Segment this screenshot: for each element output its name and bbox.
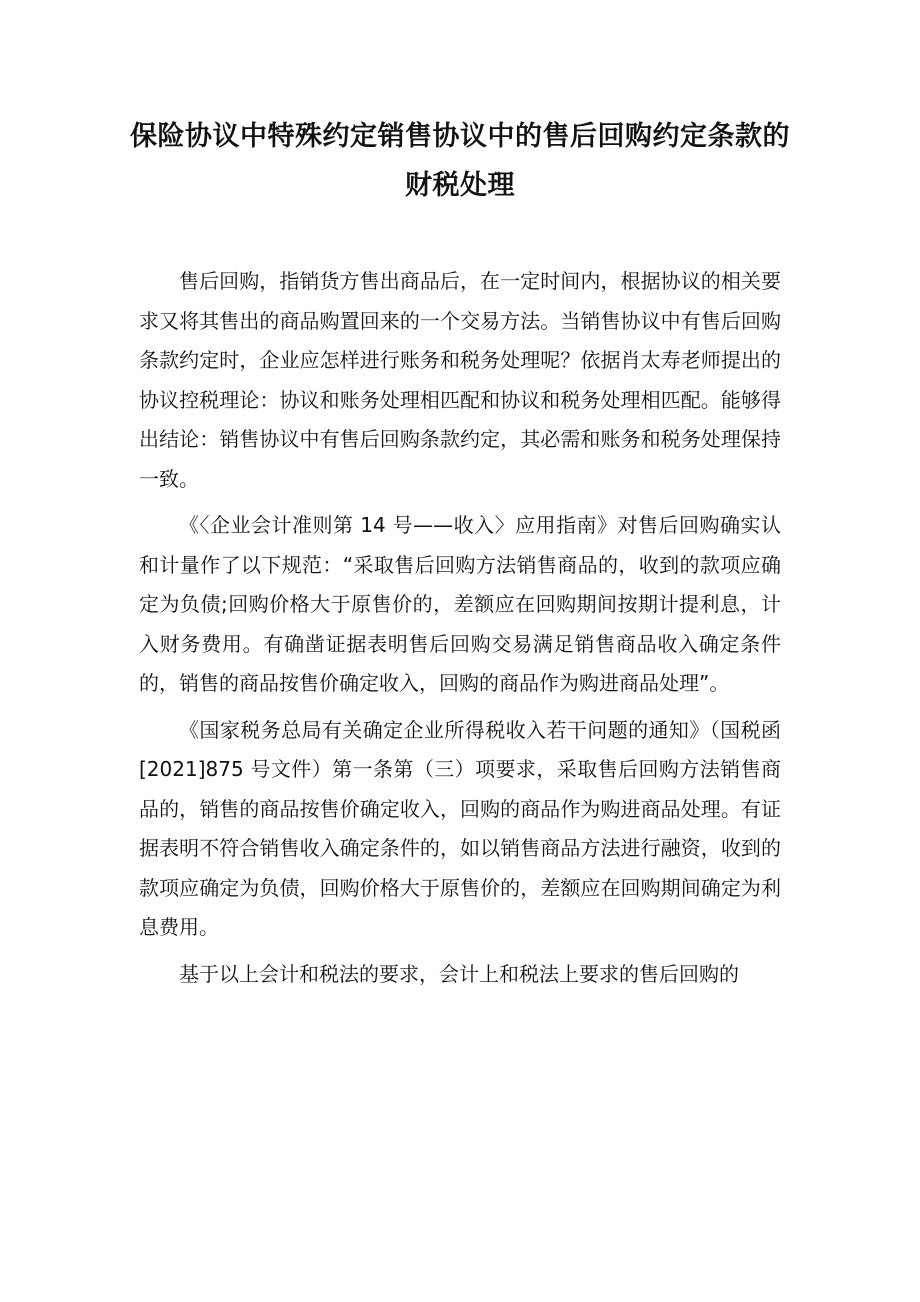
paragraph-4: 基于以上会计和税法的要求，会计上和税法上要求的售后回购的 xyxy=(179,961,739,986)
paragraph-3: 《国家税务总局有关确定企业所得税收入若干问题的通知》（国税函[2021]875 号文件）第一条第（三）项要求，采取售后回购方法销售商品的，销售的商品按售价确定收入，回购的商品作为购进商品处理。有证据表明不符合销售收入确定条件的，如以销售商品方法进行融资，收到的款项应确定为负债，回购价格大于原售价的，差额应在回购期间确定为利息费用。 xyxy=(139,717,781,939)
document-body xyxy=(139,262,781,1001)
paragraph-2: 《〈企业会计准则第 14 号——收入〉应用指南》对售后回购确实认和计量作了以下规范：“采取售后回购方法销售商品的，收到的款项应确定为负债;回购价格大于原售价的，差额应在回购期间按期计提利息，计入财务费用。有确凿证据表明售后回购交易满足销售商品收入确定条件的，销售的商品按售价确定收入，回购的商品作为购进商品处理”。 xyxy=(139,513,781,695)
page-title: 保险协议中特殊约定销售协议中的售后回购约定条款的财税处理 xyxy=(130,121,790,201)
paragraph-1: 售后回购，指销货方售出商品后，在一定时间内，根据协议的相关要求又将其售出的商品购置回来的一个交易方法。当销售协议中有售后回购条款约定时，企业应怎样进行账务和税务处理呢？依据肖太寿老师提出的协议控税理论：协议和账务处理相匹配和协议和税务处理相匹配。能够得出结论：销售协议中有售后回购条款约定，其必需和账务和税务处理保持一致。 xyxy=(139,269,781,491)
